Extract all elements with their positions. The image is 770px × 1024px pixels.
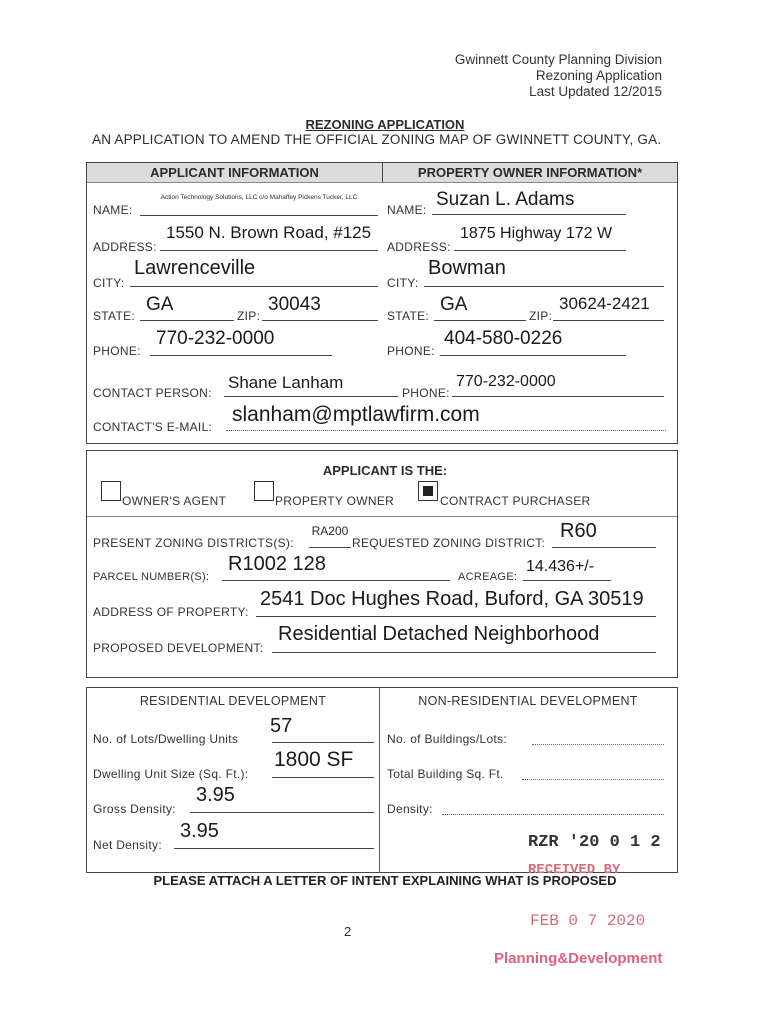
owner-name-label: NAME: xyxy=(387,203,427,217)
parcel-value: R1002 128 xyxy=(228,553,326,575)
owners-agent-checkbox[interactable] xyxy=(101,481,121,501)
owner-address-value: 1875 Highway 172 W xyxy=(460,225,613,242)
owner-city-label: CITY: xyxy=(387,276,419,290)
applicant-phone-field[interactable] xyxy=(150,328,332,356)
applicant-name-field[interactable] xyxy=(140,194,378,216)
nonres-density-label: Density: xyxy=(387,802,433,816)
property-address-label: ADDRESS OF PROPERTY: xyxy=(93,605,249,619)
owner-state-field[interactable] xyxy=(434,294,526,321)
applicant-zip-value: 30043 xyxy=(268,294,321,315)
proposed-development-field[interactable] xyxy=(272,623,656,653)
contact-email-label: CONTACT'S E-MAIL: xyxy=(93,420,213,434)
applicant-state-field[interactable] xyxy=(140,294,234,321)
building-sqft-field[interactable] xyxy=(522,763,664,780)
contact-person-field[interactable] xyxy=(224,373,398,397)
contact-person-value: Shane Lanham xyxy=(228,373,344,392)
page-number: 2 xyxy=(344,924,352,939)
applicant-zip-field[interactable] xyxy=(262,294,378,321)
form-subtitle: AN APPLICATION TO AMEND THE OFFICIAL ZONING MAP OF GWINNETT COUNTY, GA. xyxy=(92,132,662,147)
applicant-city-value: Lawrenceville xyxy=(134,257,256,279)
owner-city-field[interactable] xyxy=(424,257,664,287)
parcel-label: PARCEL NUMBER(S): xyxy=(93,571,210,583)
header-line-1: Gwinnett County Planning Division xyxy=(454,52,662,67)
applicant-is-heading: APPLICANT IS THE: xyxy=(322,463,448,478)
buildings-field[interactable] xyxy=(532,728,664,745)
acreage-label: ACREAGE: xyxy=(458,571,518,583)
owner-name-field[interactable] xyxy=(432,189,626,215)
parcel-field[interactable] xyxy=(222,553,450,581)
received-stamp-date: FEB 0 7 2020 xyxy=(530,912,646,930)
net-density-field[interactable] xyxy=(174,820,374,849)
requested-zoning-label: REQUESTED ZONING DISTRICT: xyxy=(352,536,546,550)
present-zoning-label: PRESENT ZONING DISTRICTS(S): xyxy=(93,536,294,550)
owner-zip-label: ZIP: xyxy=(529,309,553,323)
applicant-city-field[interactable] xyxy=(130,257,378,287)
property-address-field[interactable] xyxy=(256,588,656,617)
applicant-name-label: NAME: xyxy=(93,203,133,217)
applicant-phone-label: PHONE: xyxy=(93,344,141,358)
contact-person-label: CONTACT PERSON: xyxy=(93,386,212,400)
contract-purchaser-label: CONTRACT PURCHASER xyxy=(440,494,591,508)
applicant-city-label: CITY: xyxy=(93,276,125,290)
requested-zoning-field[interactable] xyxy=(552,520,656,548)
nonresidential-heading: NON-RESIDENTIAL DEVELOPMENT xyxy=(418,694,638,708)
owner-state-value: GA xyxy=(440,294,468,315)
present-zoning-value: RA200 xyxy=(311,524,349,538)
requested-zoning-value: R60 xyxy=(560,520,597,542)
contact-email-field[interactable] xyxy=(226,403,666,431)
contact-email-value: slanham@mptlawfirm.com xyxy=(232,403,480,426)
case-number: RZR '20 0 1 2 xyxy=(528,833,661,852)
residential-heading: RESIDENTIAL DEVELOPMENT xyxy=(139,694,327,708)
net-density-value: 3.95 xyxy=(180,820,219,842)
owner-address-label: ADDRESS: xyxy=(387,240,451,254)
owner-phone-value: 404-580-0226 xyxy=(444,328,563,349)
owner-phone-field[interactable] xyxy=(440,328,626,356)
owner-state-label: STATE: xyxy=(387,309,430,323)
property-address-value: 2541 Doc Hughes Road, Buford, GA 30519 xyxy=(260,588,644,610)
lots-field[interactable] xyxy=(272,715,374,743)
acreage-field[interactable] xyxy=(523,558,611,581)
contract-purchaser-checkbox[interactable] xyxy=(418,481,438,501)
gross-density-value: 3.95 xyxy=(196,784,235,806)
applicant-name-value: Action Technology Solutions, LLC c/o Mahaffey Pickens Tucker, LLC xyxy=(160,194,358,201)
owner-heading: PROPERTY OWNER INFORMATION* xyxy=(383,163,677,182)
owners-agent-label: OWNER'S AGENT xyxy=(122,494,227,508)
applicant-heading: APPLICANT INFORMATION xyxy=(87,163,382,182)
property-owner-label: PROPERTY OWNER xyxy=(275,494,395,508)
letter-of-intent-note: PLEASE ATTACH A LETTER OF INTENT EXPLAINING WHAT IS PROPOSED xyxy=(153,873,617,888)
applicant-phone-value: 770-232-0000 xyxy=(156,328,275,349)
owner-zip-field[interactable] xyxy=(553,294,664,321)
owner-city-value: Bowman xyxy=(428,257,506,279)
applicant-address-value: 1550 N. Brown Road, #125 xyxy=(166,223,372,242)
lots-value: 57 xyxy=(270,715,293,737)
acreage-value: 14.436+/- xyxy=(526,558,595,575)
owner-name-value: Suzan L. Adams xyxy=(436,189,575,210)
applicant-address-label: ADDRESS: xyxy=(93,240,157,254)
form-title: REZONING APPLICATION xyxy=(305,117,465,132)
building-sqft-label: Total Building Sq. Ft. xyxy=(387,767,504,781)
applicant-state-value: GA xyxy=(146,294,174,315)
contact-phone-value: 770-232-0000 xyxy=(456,373,556,390)
buildings-label: No. of Buildings/Lots: xyxy=(387,732,507,746)
received-stamp-text: RECEIVED BY xyxy=(528,862,621,878)
unit-size-value: 1800 SF xyxy=(274,748,354,771)
gross-density-field[interactable] xyxy=(190,784,374,813)
lots-label: No. of Lots/Dwelling Units xyxy=(93,732,239,746)
applicant-address-field[interactable] xyxy=(160,223,378,251)
contact-phone-label: PHONE: xyxy=(402,386,450,400)
gross-density-label: Gross Density: xyxy=(93,802,176,816)
property-owner-checkbox[interactable] xyxy=(254,481,274,501)
present-zoning-field[interactable] xyxy=(309,522,351,548)
owner-phone-label: PHONE: xyxy=(387,344,435,358)
owner-zip-value: 30624-2421 xyxy=(559,294,650,313)
header-line-2: Rezoning Application xyxy=(535,68,662,83)
proposed-development-value: Residential Detached Neighborhood xyxy=(278,623,600,645)
planning-development-stamp: Planning&Development xyxy=(494,950,663,967)
header-line-3: Last Updated 12/2015 xyxy=(529,84,662,99)
owner-address-field[interactable] xyxy=(454,225,626,251)
net-density-label: Net Density: xyxy=(93,838,162,852)
unit-size-field[interactable] xyxy=(272,748,374,778)
applicant-zip-label: ZIP: xyxy=(237,309,261,323)
nonres-density-field[interactable] xyxy=(442,798,664,815)
applicant-state-label: STATE: xyxy=(93,309,136,323)
contact-phone-field[interactable] xyxy=(452,373,664,397)
unit-size-label: Dwelling Unit Size (Sq. Ft.): xyxy=(93,767,249,781)
proposed-development-label: PROPOSED DEVELOPMENT: xyxy=(93,641,264,655)
